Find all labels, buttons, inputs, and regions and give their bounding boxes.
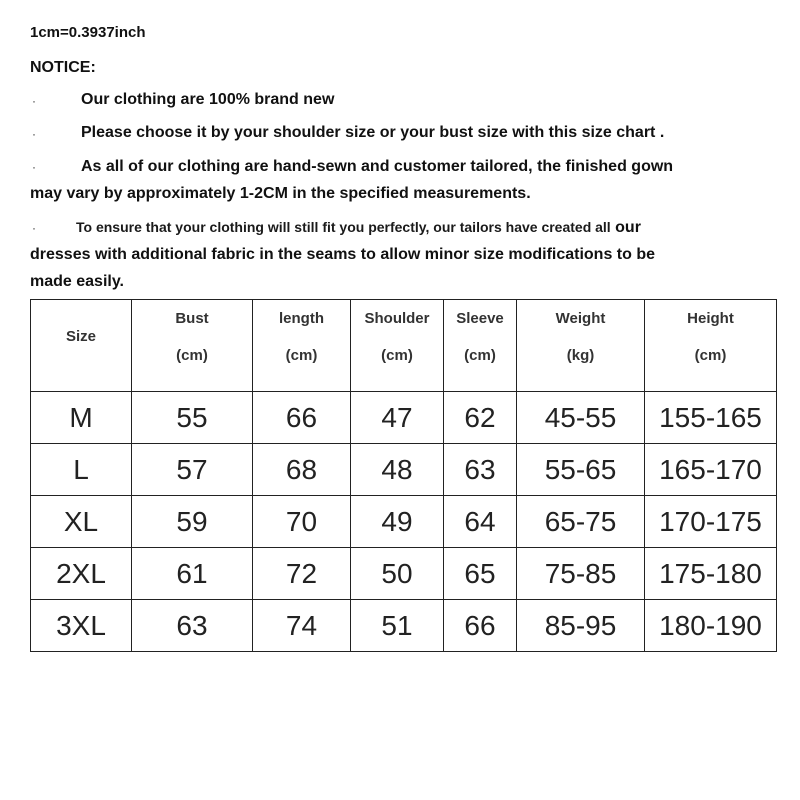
cell-length: 70 xyxy=(253,496,351,548)
cell-size: L xyxy=(31,444,132,496)
cell-weight: 45-55 xyxy=(517,392,645,444)
header-height: Height xyxy=(687,310,734,327)
header-bust: Bust xyxy=(175,310,209,327)
cell-bust: 63 xyxy=(132,600,253,652)
cell-bust: 57 xyxy=(132,444,253,496)
conversion-note: 1cm=0.3937inch xyxy=(30,24,146,41)
notice-1: Our clothing are 100% brand new xyxy=(81,91,335,108)
cell-shoulder: 50 xyxy=(351,548,444,600)
cell-length: 72 xyxy=(253,548,351,600)
notice-3: As all of our clothing are hand-sewn and customer tailored, the finished gown xyxy=(81,158,674,175)
cell-height: 155-165 xyxy=(645,392,777,444)
cell-weight: 75-85 xyxy=(517,548,645,600)
table-row-3xl xyxy=(31,600,777,652)
cell-sleeve: 63 xyxy=(444,444,517,496)
table-header-row xyxy=(31,300,777,392)
cell-shoulder: 49 xyxy=(351,496,444,548)
notice-4-cont: dresses with additional fabric in the seams to allow minor size modifications to be xyxy=(30,246,656,263)
header-height-unit: (cm) xyxy=(694,347,727,364)
header-length-unit: (cm) xyxy=(285,347,318,364)
cell-length: 68 xyxy=(253,444,351,496)
header-cell-shoulder xyxy=(351,300,444,392)
header-bust-unit: (cm) xyxy=(176,347,208,364)
table-row-2xl xyxy=(31,548,777,600)
header-cell-bust xyxy=(132,300,253,392)
header-cell-size xyxy=(31,300,132,392)
cell-weight: 65-75 xyxy=(517,496,645,548)
cell-size: 2XL xyxy=(31,548,132,600)
notice-3-cont: may vary by approximately 1-2CM in the specified measurements. xyxy=(30,185,531,202)
bullet-4: · xyxy=(32,221,36,235)
bullet-1: · xyxy=(32,94,36,108)
notice-4-text: To ensure that your clothing will still fit you perfectly, our tailors have created all xyxy=(76,219,611,235)
cell-sleeve: 64 xyxy=(444,496,517,548)
cell-bust: 59 xyxy=(132,496,253,548)
header-weight: Weight xyxy=(555,310,606,327)
cell-shoulder: 51 xyxy=(351,600,444,652)
cell-bust: 55 xyxy=(132,392,253,444)
header-weight-unit: (kg) xyxy=(566,347,595,364)
header-size: Size xyxy=(65,328,96,345)
cell-sleeve: 62 xyxy=(444,392,517,444)
cell-height: 175-180 xyxy=(645,548,777,600)
header-cell-weight xyxy=(517,300,645,392)
cell-size: XL xyxy=(31,496,132,548)
header-shoulder-unit: (cm) xyxy=(381,347,413,364)
cell-bust: 61 xyxy=(132,548,253,600)
cell-size: 3XL xyxy=(31,600,132,652)
size-chart-table xyxy=(30,299,777,652)
header-sleeve-unit: (cm) xyxy=(464,347,496,364)
header-length: length xyxy=(279,310,324,327)
cell-weight: 55-65 xyxy=(517,444,645,496)
cell-length: 74 xyxy=(253,600,351,652)
cell-length: 66 xyxy=(253,392,351,444)
cell-shoulder: 48 xyxy=(351,444,444,496)
cell-size: M xyxy=(31,392,132,444)
cell-weight: 85-95 xyxy=(517,600,645,652)
cell-height: 180-190 xyxy=(645,600,777,652)
header-cell-height xyxy=(645,300,777,392)
cell-height: 165-170 xyxy=(645,444,777,496)
cell-sleeve: 65 xyxy=(444,548,517,600)
cell-sleeve: 66 xyxy=(444,600,517,652)
table-row-xl xyxy=(31,496,777,548)
cell-height: 170-175 xyxy=(645,496,777,548)
notice-4-end: our xyxy=(615,219,641,236)
header-cell-sleeve xyxy=(444,300,517,392)
header-sleeve: Sleeve xyxy=(456,310,504,327)
header-cell-length xyxy=(253,300,351,392)
notice-4 xyxy=(76,217,641,238)
bullet-3: · xyxy=(32,160,36,174)
notice-2: Please choose it by your shoulder size or your bust size with this size chart . xyxy=(81,124,665,141)
notice-title: NOTICE: xyxy=(30,59,96,76)
table-row-m xyxy=(31,392,777,444)
bullet-2: · xyxy=(32,127,36,141)
cell-shoulder: 47 xyxy=(351,392,444,444)
notice-4-cont2: made easily. xyxy=(30,273,124,290)
header-shoulder: Shoulder xyxy=(364,310,430,327)
table-row-l xyxy=(31,444,777,496)
